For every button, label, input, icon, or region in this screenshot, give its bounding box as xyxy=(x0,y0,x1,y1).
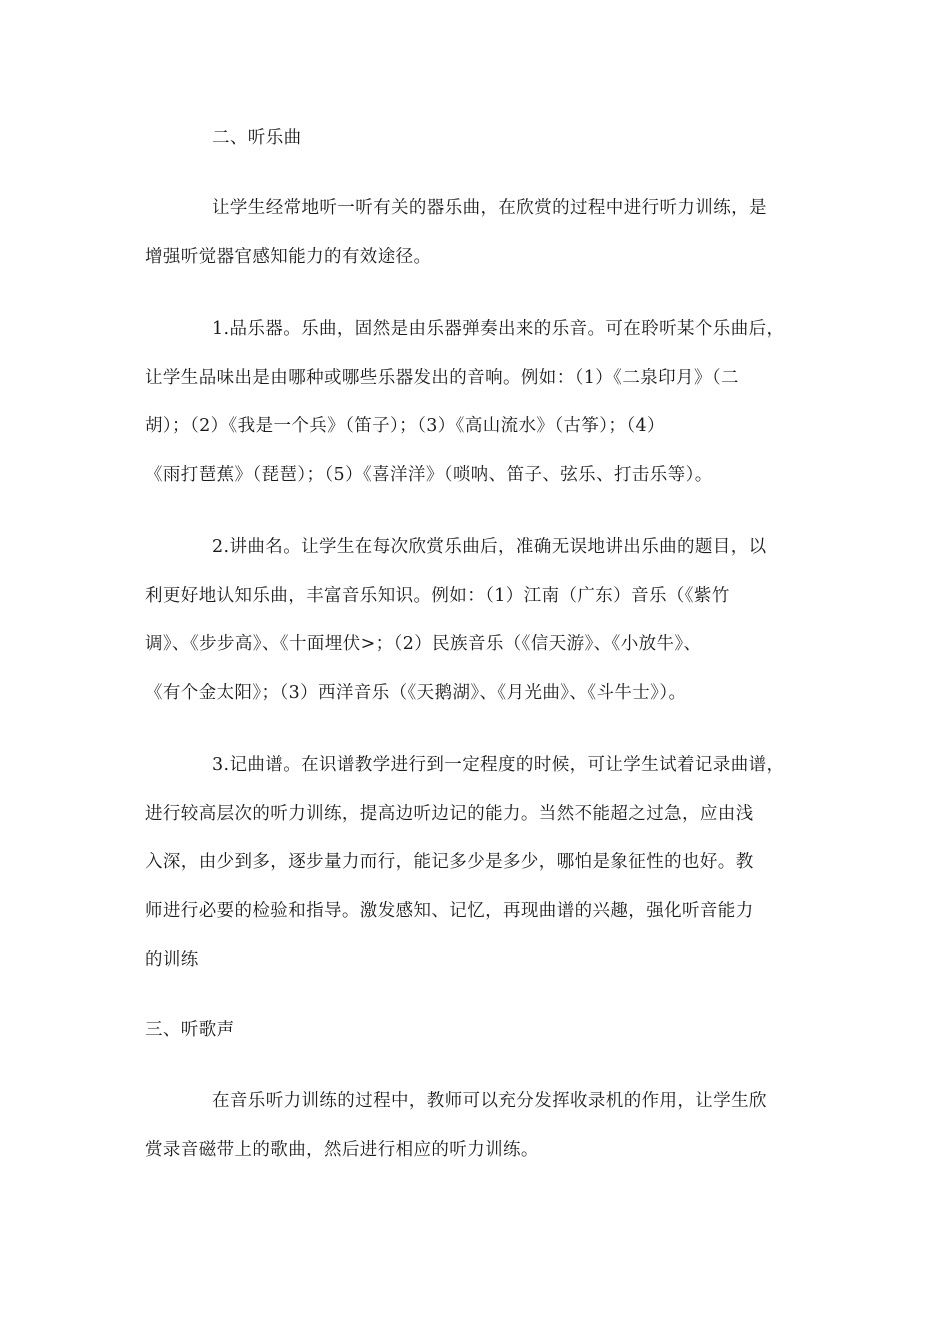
item3-line-4: 师进行必要的检验和指导。激发感知、记忆，再现曲谱的兴趣，强化听音能力 xyxy=(145,901,754,921)
item2-line-4: 《有个金太阳》；（3）西洋音乐（《天鹅湖》、《月光曲》、《斗牛士》）。 xyxy=(145,683,687,703)
item2-line-1: 2.讲曲名。让学生在每次欣赏乐曲后，准确无误地讲出乐曲的题目，以 xyxy=(212,537,767,557)
intro-paragraph-line-2: 增强听觉器官感知能力的有效途径。 xyxy=(145,247,432,267)
item1-line-3: 胡）；（2）《我是一个兵》（笛子）；（3）《高山流水》（古筝）；（4） xyxy=(145,416,665,436)
section-heading-listen-music: 二、听乐曲 xyxy=(212,128,302,148)
section3-paragraph-line-1: 在音乐听力训练的过程中，教师可以充分发挥收录机的作用，让学生欣 xyxy=(212,1091,767,1111)
item3-line-3: 入深，由少到多，逐步量力而行，能记多少是多少，哪怕是象征性的也好。教 xyxy=(145,852,754,872)
item3-line-1: 3.记曲谱。在识谱教学进行到一定程度的时候，可让学生试着记录曲谱， xyxy=(212,755,785,775)
item1-line-4: 《雨打琶蕉》（琵琶）；（5）《喜洋洋》（唢呐、笛子、弦乐、打击乐等）。 xyxy=(145,465,713,485)
item1-line-2: 让学生品味出是由哪种或哪些乐器发出的音响。例如：（1）《二泉印月》（二 xyxy=(145,368,739,388)
section-heading-listen-songs: 三、听歌声 xyxy=(145,1020,235,1040)
item2-line-2: 利更好地认知乐曲，丰富音乐知识。例如：（1）江南（广东）音乐（《紫竹 xyxy=(145,586,730,606)
item3-line-5: 的训练 xyxy=(145,950,199,970)
section3-paragraph-line-2: 赏录音磁带上的歌曲，然后进行相应的听力训练。 xyxy=(145,1140,539,1160)
item3-line-2: 进行较高层次的听力训练，提高边听边记的能力。当然不能超之过急，应由浅 xyxy=(145,804,754,824)
intro-paragraph-line-1: 让学生经常地听一听有关的器乐曲，在欣赏的过程中进行听力训练，是 xyxy=(212,198,767,218)
item1-line-1: 1.品乐器。乐曲，固然是由乐器弹奏出来的乐音。可在聆听某个乐曲后， xyxy=(212,319,785,339)
item2-line-3: 调》、《步步高》、《十面埋伏>；（2）民族音乐（《信天游》、《小放牛》、 xyxy=(145,634,702,654)
